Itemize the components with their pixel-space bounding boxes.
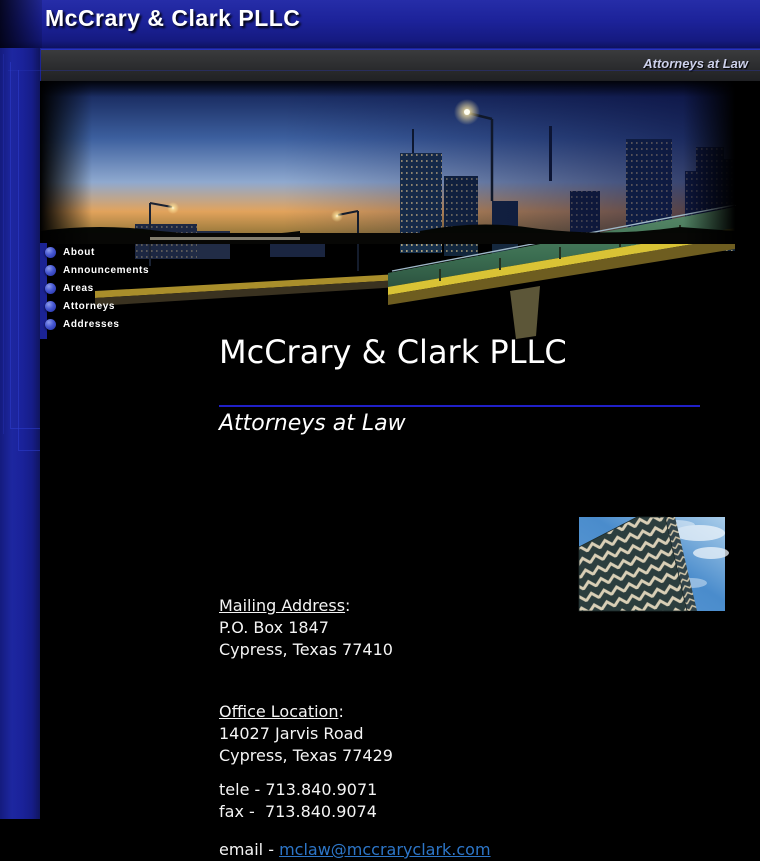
office-location-heading bbox=[219, 701, 609, 723]
decor-line-vertical-inner bbox=[18, 70, 19, 450]
bullet-icon bbox=[45, 301, 56, 312]
office-location-line1: 14027 Jarvis Road bbox=[219, 724, 364, 743]
title-divider-line bbox=[219, 405, 700, 407]
decor-line-vertical-mid bbox=[10, 62, 11, 428]
tagline-bar bbox=[41, 49, 760, 81]
bullet-icon bbox=[45, 319, 56, 330]
banner-skyline-photo bbox=[40, 81, 735, 244]
sidebar-item-label: About bbox=[63, 246, 95, 258]
mailing-address-line2: Cypress, Texas 77410 bbox=[219, 640, 393, 659]
telephone-line: tele - 713.840.9071 bbox=[219, 780, 378, 799]
decor-line-horizontal-top bbox=[8, 70, 760, 71]
top-header-band bbox=[0, 0, 760, 48]
fax-line: fax - 713.840.9074 bbox=[219, 802, 377, 821]
office-location-line2: Cypress, Texas 77429 bbox=[219, 746, 393, 765]
sidebar-item-label: Announcements bbox=[63, 264, 150, 276]
sidebar-item-label: Attorneys bbox=[63, 300, 116, 312]
contact-info bbox=[219, 595, 609, 861]
bullet-icon bbox=[45, 265, 56, 276]
page-subtitle: Attorneys at Law bbox=[219, 411, 406, 436]
tagline-text: Attorneys at Law bbox=[643, 56, 748, 71]
sidebar-item-addresses[interactable] bbox=[41, 315, 171, 333]
email-prefix: email - bbox=[219, 840, 280, 859]
mailing-address-label: Mailing Address bbox=[219, 596, 346, 615]
sidebar-item-attorneys[interactable] bbox=[41, 297, 171, 315]
mailing-address-line1: P.O. Box 1847 bbox=[219, 618, 329, 637]
sidebar-nav bbox=[41, 243, 171, 333]
mailing-address-heading bbox=[219, 595, 609, 617]
sidebar-item-label: Addresses bbox=[63, 318, 120, 330]
sidebar-item-announcements[interactable] bbox=[41, 261, 171, 279]
email-line bbox=[219, 839, 609, 861]
email-link[interactable]: mclaw@mccraryclark.com bbox=[279, 840, 491, 859]
sidebar-item-about[interactable] bbox=[41, 243, 171, 261]
bullet-icon bbox=[45, 247, 56, 258]
sidebar-item-areas[interactable] bbox=[41, 279, 171, 297]
office-location-label: Office Location bbox=[219, 702, 339, 721]
sidebar-item-label: Areas bbox=[63, 282, 94, 294]
site-logo[interactable]: McCrary & Clark PLLC bbox=[45, 5, 301, 31]
left-blue-margin bbox=[0, 0, 40, 819]
page-title: McCrary & Clark PLLC bbox=[219, 333, 567, 371]
bullet-icon bbox=[45, 283, 56, 294]
mailing-address-colon: : bbox=[345, 596, 351, 615]
content-area bbox=[40, 81, 760, 859]
decor-line-vertical-outer bbox=[3, 54, 4, 434]
office-location-colon: : bbox=[338, 702, 344, 721]
